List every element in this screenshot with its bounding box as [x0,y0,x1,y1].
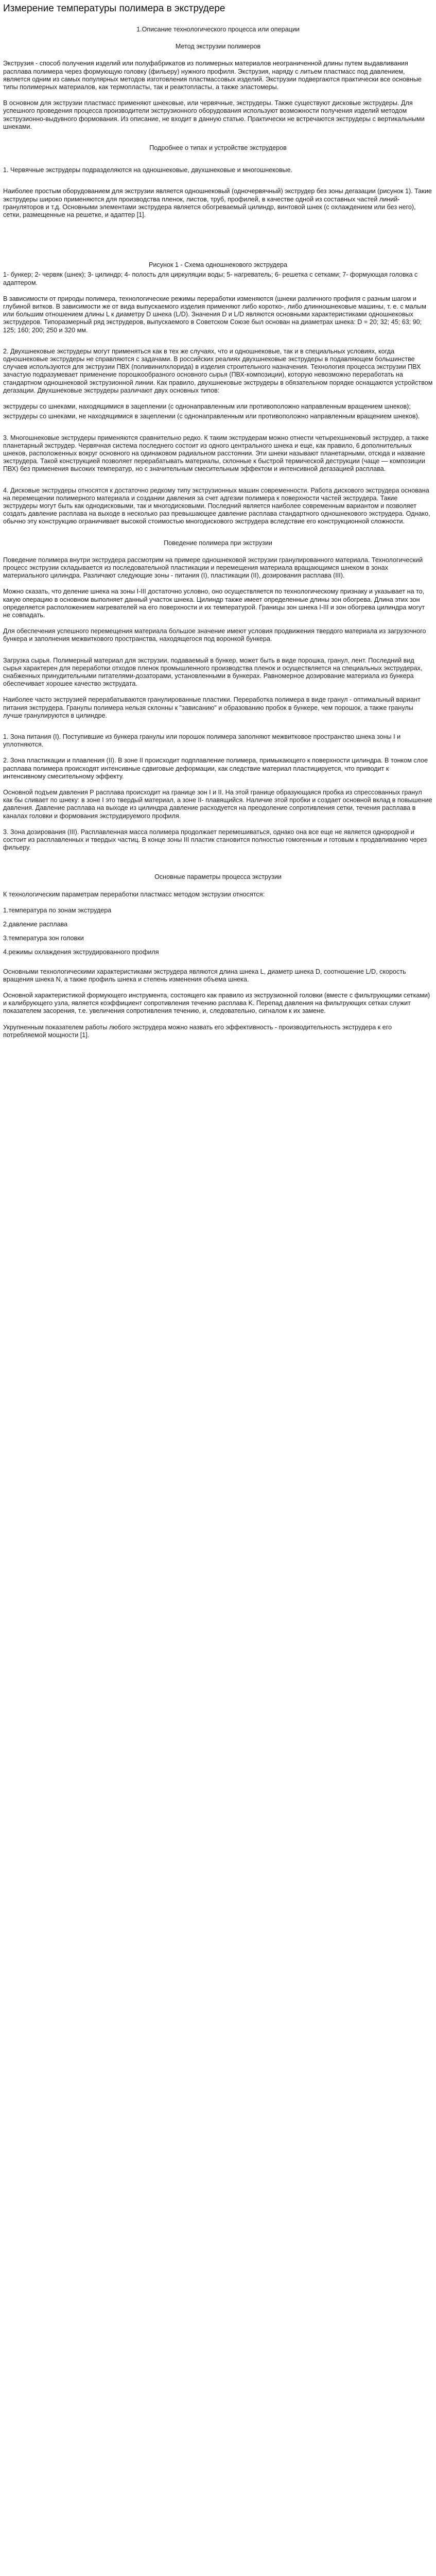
section-heading-process: 1.Описание технологического процесса или операции [136,26,300,33]
paragraph: 2. Двухшнековые экструдеры могут применяться как в тех же случаях, что и одношнековые, так и в специальных условиях, когда одношнековые экструдеры не справляются с задачами. В российских реалиях двухшнековые экструдеры в подавляющем большинстве случаев используются для экструзии ПВХ (поливинилхлорида) в изделия строительного назначения. Технология процесса экструзии ПВХ зачастую подразумевает применение порошкообразного основного сырья (ПВХ-композиции), которую невозможно переработать на стандартном одношнековой экструзионной линии. Как правило, двухшнековые экструдеры в обязательном порядке оснащаются устройством дегазации. Двухшнековые экструдеры различают двух основных типов: [3,347,433,394]
paragraph: Экструзия - способ получения изделий или полуфабрикатов из полимерных материалов неограниченной длины путем выдавливания расплава полимера через формующую головку (фильеру) нужного профиля. Экструзия, наряду с литьем пластмасс под давлением, является одним из самых популярных методов изготовления пластмассовых изделий. Экструзии подвергаются практически все основные типы полимерных материалов, как термопласты, так и реактопласты, а также эластомеры. [3,60,422,91]
paragraph: В зависимости от природы полимера, технологические режимы переработки изменяются (шнеки различного профиля с разным шагом и глубиной витков. В зависимости же от вида выпускаемого изделия применяют либо коротко-, либо длинношнековые машины, т. е. с малым или большим отношением длины L к диаметру D шнека (L/D). Значения D и L/D являются основными характеристиками одношнековых экструдеров. Типоразмерный ряд экструдеров, выпускаемого в Советском Союзе был основан на диаметрах шнека: D = 20; 32; 45; 63; 90; 125; 160; 200; 250 и 320 мм. [3,295,426,334]
paragraph: экструдеры со шнеками, не находящимися в зацеплении (с однонаправленным или противоположно направленным вращением шнеков). [3,413,420,420]
paragraph: 4. Дисковые экструдеры относятся к достаточно редкому типу экструзионных машин современности. Работа дискового экструдера основана на перемещении полимерного материала и создании давления за счет адгезии полимера к поверхности частей экструдера. Такие экструдеры могут быть как однодисковыми, так и многодисковыми. Последний является наиболее современным вариантом и позволяет создать давление расплава на выходе в несколько раз превышающее давление расплава стандартного одношнекового экструдера. Однако, обычно эту конструкцию ограничивает высокой стоимостью многодискового экструдера вследствие его конструкционной сложности. [3,486,430,526]
list-item: 1.температура по зонам экструдера [3,906,112,914]
figure-caption: Рисунок 1 - Схема одношнекового экструдера [149,261,287,269]
paragraph: Наиболее простым оборудованием для экструзии является одношнековый (одночервячный) экструдер без зоны дегазации (рисунок 1). Такие экструдеры широко применяются для производства пленок, листов, труб, профилей, в качестве одной из составных частей линий-грануляторов и т.д. Основными элементами экструдера является обогреваемый цилиндр, винтовой шнек (с охлаждением или без него), сетки, размещенные на решетке, и адаптер [1]. [3,188,432,219]
paragraph: Загрузка сырья. Полимерный материал для экструзии, подаваемый в бункер, может быть в виде порошка, гранул, лент. Последний вид сырья характерен для переработки отходов пленок промышленного производства пленок и осуществляется на специальных экструдерах, снабженных принудительными питателями-дозаторами, установленными в бункерах. Равномерное дозирование материала из бункера обеспечивает хорошее качество экструдата. [3,656,423,688]
paragraph: 1. Червячные экструдеры подразделяются на одношнековые, двухшнековые и многошнековые. [3,166,293,174]
document-page [0,0,436,1039]
figure-image-placeholder [3,227,433,261]
paragraph: 1. Зона питания (I). Поступившие из бункера гранулы или порошок полимера заполняют межвитковое пространство шнека зоны I и уплотняются. [3,733,401,749]
parameter-list [3,907,433,957]
paragraph: Наиболее часто экструзией перерабатываются гранулированные пластики. Переработка полимера в виде гранул - оптимальный вариант питания экструдера. Гранулы полимера нельзя склонны к "зависанию" и образованию пробок в бункере, чем порошок, а также гранулы лучше гранулируются в цилиндре. [3,696,421,719]
list-item: 4.режимы охлаждения экструдированного профиля [3,948,159,956]
section-heading-polymer-behavior: Поведение полимера при экструзии [164,539,272,547]
paragraph: Можно сказать, что деление шнека на зоны I-III достаточно условно, оно осуществляется по технологическому признаку и указывает на то, какую операцию в основном выполняет данный участок шнека. Цилиндр также имеет определенные длины зон обогрева. Длина этих зон определяется расположением нагревателей на его поверхности и их температурой. Границы зон шнека I-III и зон обогрева цилиндра могут не совпадать. [3,588,425,619]
paragraph: Укрупненным показателем работы любого экструдера можно назвать его эффективность - производительность экструдера к его потребляемой мощности [1]. [3,1023,392,1039]
paragraph: Поведение полимера внутри экструдера рассмотрим на примере одношнековой экструзии гранулированного материала. Технологический процесс экструзии складывается из последовательной пластикации и перемещения материала вращающимся шнеком в зонах материального цилиндра. Различают следующие зоны - питания (I), пластикации (II), дозирования расплава (III). [3,556,423,580]
paragraph: 2. Зона пластикации и плавления (II). В зоне II происходит подплавление полимера, примыкающего к поверхности цилиндра. В тонком слое расплава полимера происходят интенсивные сдвиговые деформации, как следствие материал пластицируется, что приводит к интенсивному смесительному эффекту. [3,757,428,780]
section-subheading-extrusion: Метод экструзии полимеров [175,43,261,50]
page-title: Измерение температуры полимера в экструдере [3,3,225,14]
paragraph: 3. Многошнековые экструдеры применяются сравнительно редко. К таким экструдерам можно отнести четырехшнековый экструдер, а также планетарный экструдер. Червячная система последнего состоит из одного центрального шнека и еще, как правило, 6 дополнительных шнеков, расположенных вокруг основного на одинаковом радиальном расстоянии. Эти шнеки называют планетарными, отсюда и название экструдера. Такой конструкцией позволяет перерабатывать материалы, склонные к быстрой термической деструкции (чаще — композиции ПВХ) без применения высоких температур, но с значительным смесительным эффектом и интенсивной дегазацией расплава. [3,434,429,473]
paragraph: К технологическим параметрам переработки пластмасс методом экструзии относятся: [3,890,265,898]
paragraph: В основном для экструзии пластмасс применяют шнековые, или червячные, экструдеры. Также существуют дисковые экструдеры. Для успешного проведения процесса производители экструзионного оборудования используют возможности получения изделий методом экструзионно-выдувного формования. Из описание, не входит в данную статью. Практически не встречаются экструдеры с вертикальными шнеками. [3,99,425,130]
paragraph: Основной подъем давления Р расплава происходит на границе зон I и II. На этой границе образующаяся пробка из спрессованных гранул как бы сливает по шнеку: в зоне I это твердый материал, а зоне II- плавящийся. Наличие этой пробки и создает основной вклад в повышение давления. Давление расплава на выходе из цилиндра давление расходуется на преодоление сопротивления сетки, течения расплава в каналах головки и формования экструдируемого профиля. [3,789,432,820]
list-item: 2.давление расплава [3,921,68,928]
article-body [3,26,433,1039]
section-heading-parameters: Основные параметры процесса экструзии [154,873,282,881]
section-heading-extruder-types: Подробнее о типах и устройстве экструдеров [149,144,287,152]
paragraph: Основными технологическими характеристиками экструдера являются длина шнека L, диаметр шнека D, соотношение L/D, скорость вращения шнека N, а также профиль шнека и степень изменения объема шнека. [3,968,406,983]
paragraph: 3. Зона дозирования (III). Расплавленная масса полимера продолжает перемешиваться, однако она все еще не является однородной и состоит из расплавленных и твердых частиц. В конце зоны III пластик становится полностью гомогенным и готовым к продавливанию через фильеру. [3,828,427,852]
paragraph: экструдеры со шнеками, находящимися в зацеплении (с однонаправленным или противоположно направленным вращением шнеков); [3,403,411,411]
list-item: 3.температура зон головки [3,935,84,942]
paragraph: Для обеспечения успешного перемещения материала большое значение имеют условия продвижения твердого материала из загрузочного бункера и заполнения межвиткового пространства, находящегося под воронкой бункера. [3,628,426,643]
figure-legend: 1- бункер; 2- червяк (шнек); 3- цилиндр; 4- полость для циркуляции воды; 5- нагреватель; 6- решетка с сетками; 7- формующая головка с адаптером. [3,271,418,286]
paragraph: Основной характеристикой формующего инструмента, состоящего как правило из экструзионной головки (вместе с фильтрующими сетками) и калибрующего узла, является коэффициент сопротивления течению расплава K. Перепад давления на фильтрующих сетках служит показателем засорения, т.е. увеличения сопротивления течению, и, следовательно, сигналом к их замене. [3,992,430,1015]
